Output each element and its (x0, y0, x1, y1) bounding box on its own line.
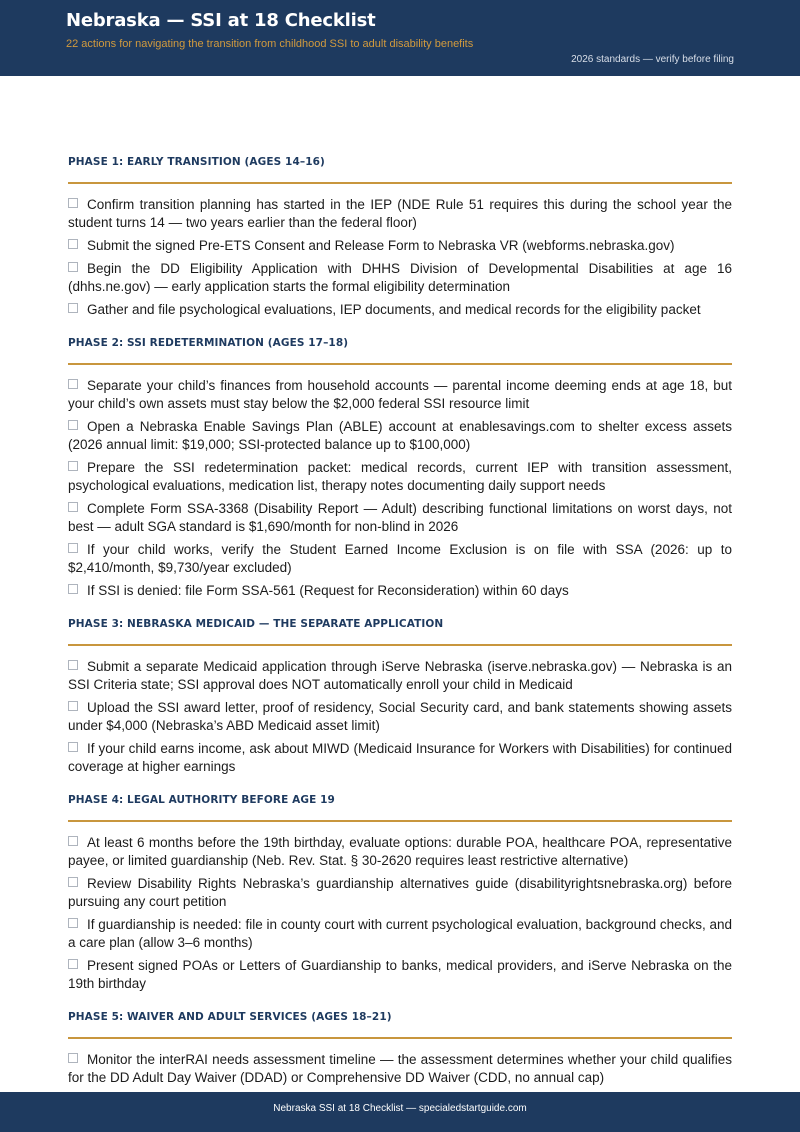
checklist (68, 658, 732, 776)
checkbox[interactable] (68, 198, 78, 208)
checklist-item (68, 377, 732, 413)
checkbox[interactable] (68, 959, 78, 969)
phase-divider (68, 1037, 732, 1039)
phase-divider (68, 644, 732, 646)
page-header (0, 0, 800, 76)
checklist (68, 834, 732, 993)
checklist-item-text: Confirm transition planning has started in the IEP (NDE Rule 51 requires this during the school year the student turns 14 — two years earlier than the federal floor) (68, 197, 732, 230)
checklist-item (68, 1051, 732, 1087)
checklist-item (68, 301, 732, 319)
checklist-item-text: Prepare the SSI redetermination packet: medical records, current IEP with transition assessment, psychological evaluations, medication list, therapy notes documenting daily support needs (68, 460, 732, 493)
checkbox[interactable] (68, 461, 78, 471)
checklist-item (68, 260, 732, 296)
checklist-item-text: Submit the signed Pre-ETS Consent and Release Form to Nebraska VR (webforms.nebraska.gov) (87, 238, 675, 253)
checklist-item-text: If guardianship is needed: file in county court with current psychological evaluation, background checks, and a care plan (allow 3–6 months) (68, 917, 732, 950)
checklist-item-text: If SSI is denied: file Form SSA-561 (Request for Reconsideration) within 60 days (87, 583, 569, 598)
checklist-item-text: Open a Nebraska Enable Savings Plan (ABLE) account at enablesavings.com to shelter excess assets (2026 annual limit: $19,000; SSI-protected balance up to $100,000) (68, 419, 732, 452)
phase-heading: PHASE 3: NEBRASKA MEDICAID — THE SEPARATE APPLICATION (68, 618, 444, 630)
checkbox[interactable] (68, 262, 78, 272)
checklist-item-text: At least 6 months before the 19th birthday, evaluate options: durable POA, healthcare POA, representative payee, or limited guardianship (Neb. Rev. Stat. § 30-2620 requires least restrictive alternative) (68, 835, 732, 868)
checklist-item (68, 459, 732, 495)
checkbox[interactable] (68, 420, 78, 430)
footer-text: Nebraska SSI at 18 Checklist — specialedstartguide.com (273, 1103, 527, 1114)
checkbox[interactable] (68, 918, 78, 928)
phase-section (68, 790, 732, 993)
checkbox[interactable] (68, 239, 78, 249)
checklist-item (68, 582, 732, 600)
checkbox[interactable] (68, 660, 78, 670)
checklist-item (68, 834, 732, 870)
phase-heading: PHASE 5: WAIVER AND ADULT SERVICES (AGES 18–21) (68, 1011, 392, 1023)
checklist-item (68, 740, 732, 776)
phase-heading: PHASE 1: EARLY TRANSITION (AGES 14–16) (68, 156, 325, 168)
checklist-item (68, 500, 732, 536)
checklist-item (68, 957, 732, 993)
checklist-item (68, 541, 732, 577)
checklist-item-text: Upload the SSI award letter, proof of residency, Social Security card, and bank statements showing assets under $4,000 (Nebraska’s ABD Medicaid asset limit) (68, 700, 732, 733)
checkbox[interactable] (68, 1053, 78, 1063)
checklist-item-text: Submit a separate Medicaid application through iServe Nebraska (iserve.nebraska.gov) — Nebraska is an SSI Criteria state; SSI approval does NOT automatically enroll your child in Medicaid (68, 659, 732, 692)
checklist-item-text: Separate your child’s finances from household accounts — parental income deeming ends at age 18, but your child’s own assets must stay below the $2,000 federal SSI resource limit (68, 378, 732, 411)
phase-heading: PHASE 4: LEGAL AUTHORITY BEFORE AGE 19 (68, 794, 335, 806)
phase-divider (68, 182, 732, 184)
checkbox[interactable] (68, 584, 78, 594)
checkbox[interactable] (68, 543, 78, 553)
checklist-item-text: Review Disability Rights Nebraska’s guardianship alternatives guide (disabilityrightsnebraska.org) before pursuing any court petition (68, 876, 732, 909)
page-subtitle: 22 actions for navigating the transition from childhood SSI to adult disability benefits (66, 38, 474, 50)
checklist-item (68, 916, 732, 952)
page-footer (0, 1092, 800, 1132)
page-title: Nebraska — SSI at 18 Checklist (66, 10, 376, 31)
checklist-item-text: Begin the DD Eligibility Application with DHHS Division of Developmental Disabilities at age 16 (dhhs.ne.gov) — early application starts the formal eligibility determination (68, 261, 732, 294)
phase-section (68, 1007, 732, 1087)
checklist-item (68, 237, 732, 255)
checkbox[interactable] (68, 701, 78, 711)
checklist-item (68, 658, 732, 694)
phase-section (68, 614, 732, 776)
checklist-item (68, 196, 732, 232)
checklist (68, 1051, 732, 1087)
checklist-item-text: Monitor the interRAI needs assessment timeline — the assessment determines whether your child qualifies for the DD Adult Day Waiver (DDAD) or Comprehensive DD Waiver (CDD, no annual cap) (68, 1052, 732, 1085)
phase-divider (68, 363, 732, 365)
checklist-item (68, 875, 732, 911)
phase-section (68, 333, 732, 600)
checkbox[interactable] (68, 303, 78, 313)
checklist (68, 196, 732, 319)
phase-heading: PHASE 2: SSI REDETERMINATION (AGES 17–18) (68, 337, 349, 349)
checklist-item (68, 418, 732, 454)
standards-note: 2026 standards — verify before filing (571, 54, 734, 65)
phase-section (68, 152, 732, 319)
checkbox[interactable] (68, 742, 78, 752)
phase-divider (68, 820, 732, 822)
checklist (68, 377, 732, 600)
checkbox[interactable] (68, 877, 78, 887)
checklist-item-text: Present signed POAs or Letters of Guardianship to banks, medical providers, and iServe Nebraska on the 19th birthday (68, 958, 732, 991)
checklist-content (68, 152, 732, 1101)
checkbox[interactable] (68, 502, 78, 512)
checklist-item-text: Gather and file psychological evaluations, IEP documents, and medical records for the eligibility packet (87, 302, 701, 317)
checklist-item-text: If your child earns income, ask about MIWD (Medicaid Insurance for Workers with Disabilities) for continued coverage at higher earnings (68, 741, 732, 774)
checklist-item-text: Complete Form SSA-3368 (Disability Report — Adult) describing functional limitations on worst days, not best — adult SGA standard is $1,690/month for non-blind in 2026 (68, 501, 732, 534)
checklist-item (68, 699, 732, 735)
checkbox[interactable] (68, 836, 78, 846)
checkbox[interactable] (68, 379, 78, 389)
checklist-item-text: If your child works, verify the Student Earned Income Exclusion is on file with SSA (2026: up to $2,410/month, $9,730/year excluded) (68, 542, 732, 575)
